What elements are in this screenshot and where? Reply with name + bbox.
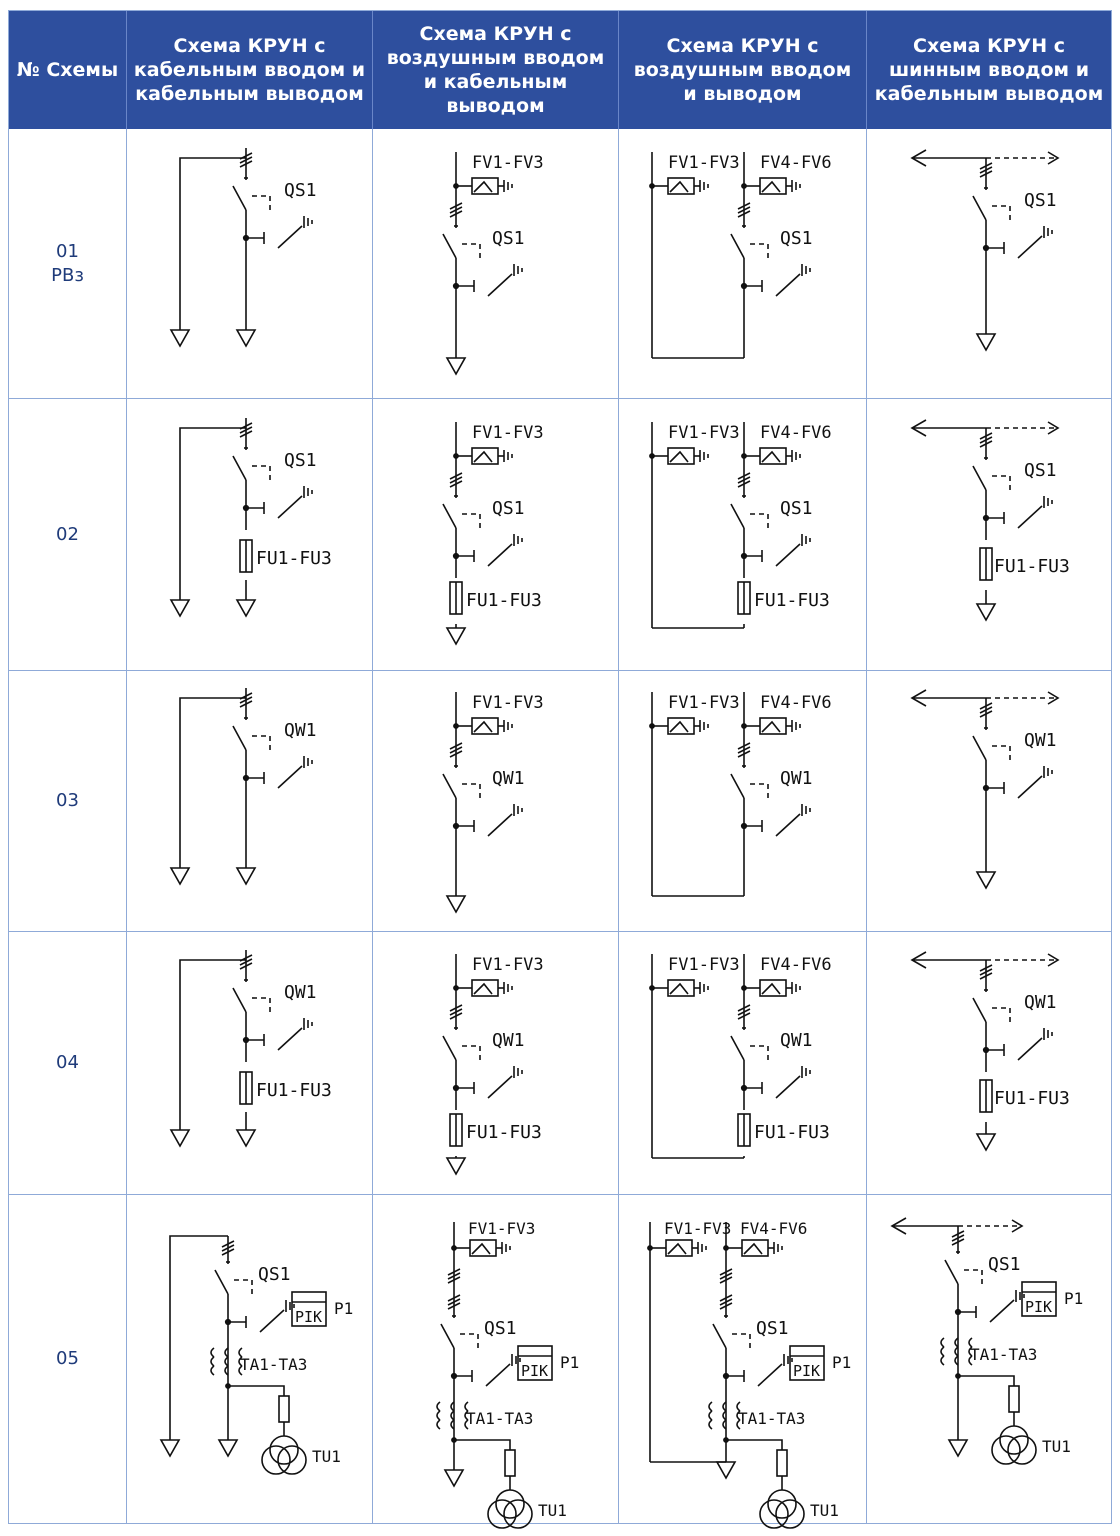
meter-tag: P1: [560, 1353, 580, 1372]
diagram-row-1-cable-in-cable-out: [171, 148, 317, 346]
fuse-label: FU1-FU3: [466, 590, 542, 611]
diagram-row-4-air-in-air-out: [650, 954, 832, 1158]
switch-label: QW1: [284, 720, 317, 741]
diagram-row-1-air-in-air-out: [650, 152, 832, 358]
arrester-label: FV4-FV6: [740, 1219, 808, 1238]
switch-label: QW1: [780, 1030, 813, 1051]
meter-label: PIK: [1025, 1298, 1053, 1316]
row-number-text: 01: [56, 240, 79, 262]
header-air-in-cable-out: Схема КРУН с воздушным вводом и кабельным выводом: [386, 23, 605, 117]
diagram-row-2-bus-in-cable-out: [912, 420, 1070, 620]
fuse-label: FU1-FU3: [466, 1122, 542, 1143]
switch-label: QS1: [780, 228, 813, 249]
ct-label: TA1-TA3: [738, 1409, 806, 1428]
vt-label: TU1: [312, 1447, 341, 1466]
arrester-label: FV1-FV3: [472, 423, 544, 443]
arrester-label: FV1-FV3: [668, 153, 740, 173]
ct-label: TA1-TA3: [970, 1345, 1038, 1364]
arrester-label: FV1-FV3: [668, 955, 740, 975]
meter-tag: P1: [1064, 1289, 1084, 1308]
diagram-row-3-air-in-air-out: [650, 692, 832, 896]
switch-label: QW1: [1024, 730, 1057, 751]
meter-label: PIK: [295, 1308, 323, 1326]
switch-label: QS1: [780, 498, 813, 519]
diagram-row-3-bus-in-cable-out: [912, 690, 1058, 888]
switch-label: QS1: [756, 1318, 789, 1339]
diagram-row-5-cable-in-cable-out: [161, 1236, 353, 1474]
switch-label: QS1: [492, 228, 525, 249]
vt-label: TU1: [810, 1501, 839, 1520]
fuse-label: FU1-FU3: [754, 590, 830, 611]
switch-label: QW1: [284, 982, 317, 1003]
switch-label: QS1: [988, 1254, 1021, 1275]
switch-label: QS1: [484, 1318, 517, 1339]
arrester-label: FV4-FV6: [760, 423, 832, 443]
arrester-label: FV1-FV3: [664, 1219, 732, 1238]
diagram-row-5-air-in-air-out: [648, 1219, 852, 1528]
row-number-text: 05: [56, 1348, 79, 1369]
switch-label: QW1: [1024, 992, 1057, 1013]
header-cable-in-cable-out: Схема КРУН с кабельным вводом и кабельным выводом: [133, 35, 366, 105]
ct-label: TA1-TA3: [466, 1409, 534, 1428]
meter-label: PIK: [793, 1362, 821, 1380]
switch-label: QS1: [492, 498, 525, 519]
row-number-text: 04: [56, 1052, 79, 1073]
row-number-text: 03: [56, 790, 79, 811]
header-air-in-air-out: Схема КРУН с воздушным вводом и выводом: [633, 35, 852, 105]
vt-label: TU1: [1042, 1437, 1071, 1456]
diagram-row-3-air-in-cable-out: [443, 692, 544, 912]
vt-label: TU1: [538, 1501, 567, 1520]
row-subtitle-text: РВз: [51, 264, 84, 286]
arrester-label: FV4-FV6: [760, 955, 832, 975]
fuse-label: FU1-FU3: [994, 556, 1070, 577]
ct-label: TA1-TA3: [240, 1355, 308, 1374]
diagram-row-2-cable-in-cable-out: [171, 418, 332, 616]
row-number-text: 02: [56, 523, 79, 545]
arrester-label: FV1-FV3: [468, 1219, 536, 1238]
switch-label: QW1: [780, 768, 813, 789]
switch-label: QW1: [492, 1030, 525, 1051]
diagram-row-2-air-in-air-out: [650, 422, 832, 628]
diagram-row-4-air-in-cable-out: [443, 954, 544, 1174]
switch-label: QW1: [492, 768, 525, 789]
header-scheme-number: № Схемы: [16, 59, 119, 81]
fuse-label: FU1-FU3: [256, 548, 332, 569]
arrester-label: FV1-FV3: [472, 693, 544, 713]
diagram-row-4-cable-in-cable-out: [171, 950, 332, 1146]
fuse-label: FU1-FU3: [754, 1122, 830, 1143]
diagram-row-1-bus-in-cable-out: [912, 150, 1058, 350]
diagram-row-1-air-in-cable-out: [443, 152, 544, 374]
diagram-row-3-cable-in-cable-out: [171, 688, 317, 884]
diagram-row-5-air-in-cable-out: [437, 1219, 579, 1528]
fuse-label: FU1-FU3: [994, 1088, 1070, 1109]
diagram-row-2-air-in-cable-out: [443, 422, 544, 644]
diagram-row-4-bus-in-cable-out: [912, 952, 1070, 1150]
switch-label: QS1: [258, 1264, 291, 1285]
meter-tag: P1: [334, 1299, 354, 1318]
arrester-label: FV1-FV3: [668, 423, 740, 443]
fuse-label: FU1-FU3: [256, 1080, 332, 1101]
meter-tag: P1: [832, 1353, 852, 1372]
arrester-label: FV1-FV3: [472, 153, 544, 173]
meter-label: PIK: [521, 1362, 549, 1380]
switch-label: QS1: [1024, 190, 1057, 211]
switch-label: QS1: [1024, 460, 1057, 481]
arrester-label: FV1-FV3: [668, 693, 740, 713]
header-bus-in-cable-out: Схема КРУН с шинным вводом и кабельным выводом: [874, 35, 1104, 105]
arrester-label: FV4-FV6: [760, 153, 832, 173]
arrester-label: FV4-FV6: [760, 693, 832, 713]
switch-label: QS1: [284, 180, 317, 201]
diagram-row-5-bus-in-cable-out: [892, 1218, 1083, 1464]
switch-label: QS1: [284, 450, 317, 471]
arrester-label: FV1-FV3: [472, 955, 544, 975]
